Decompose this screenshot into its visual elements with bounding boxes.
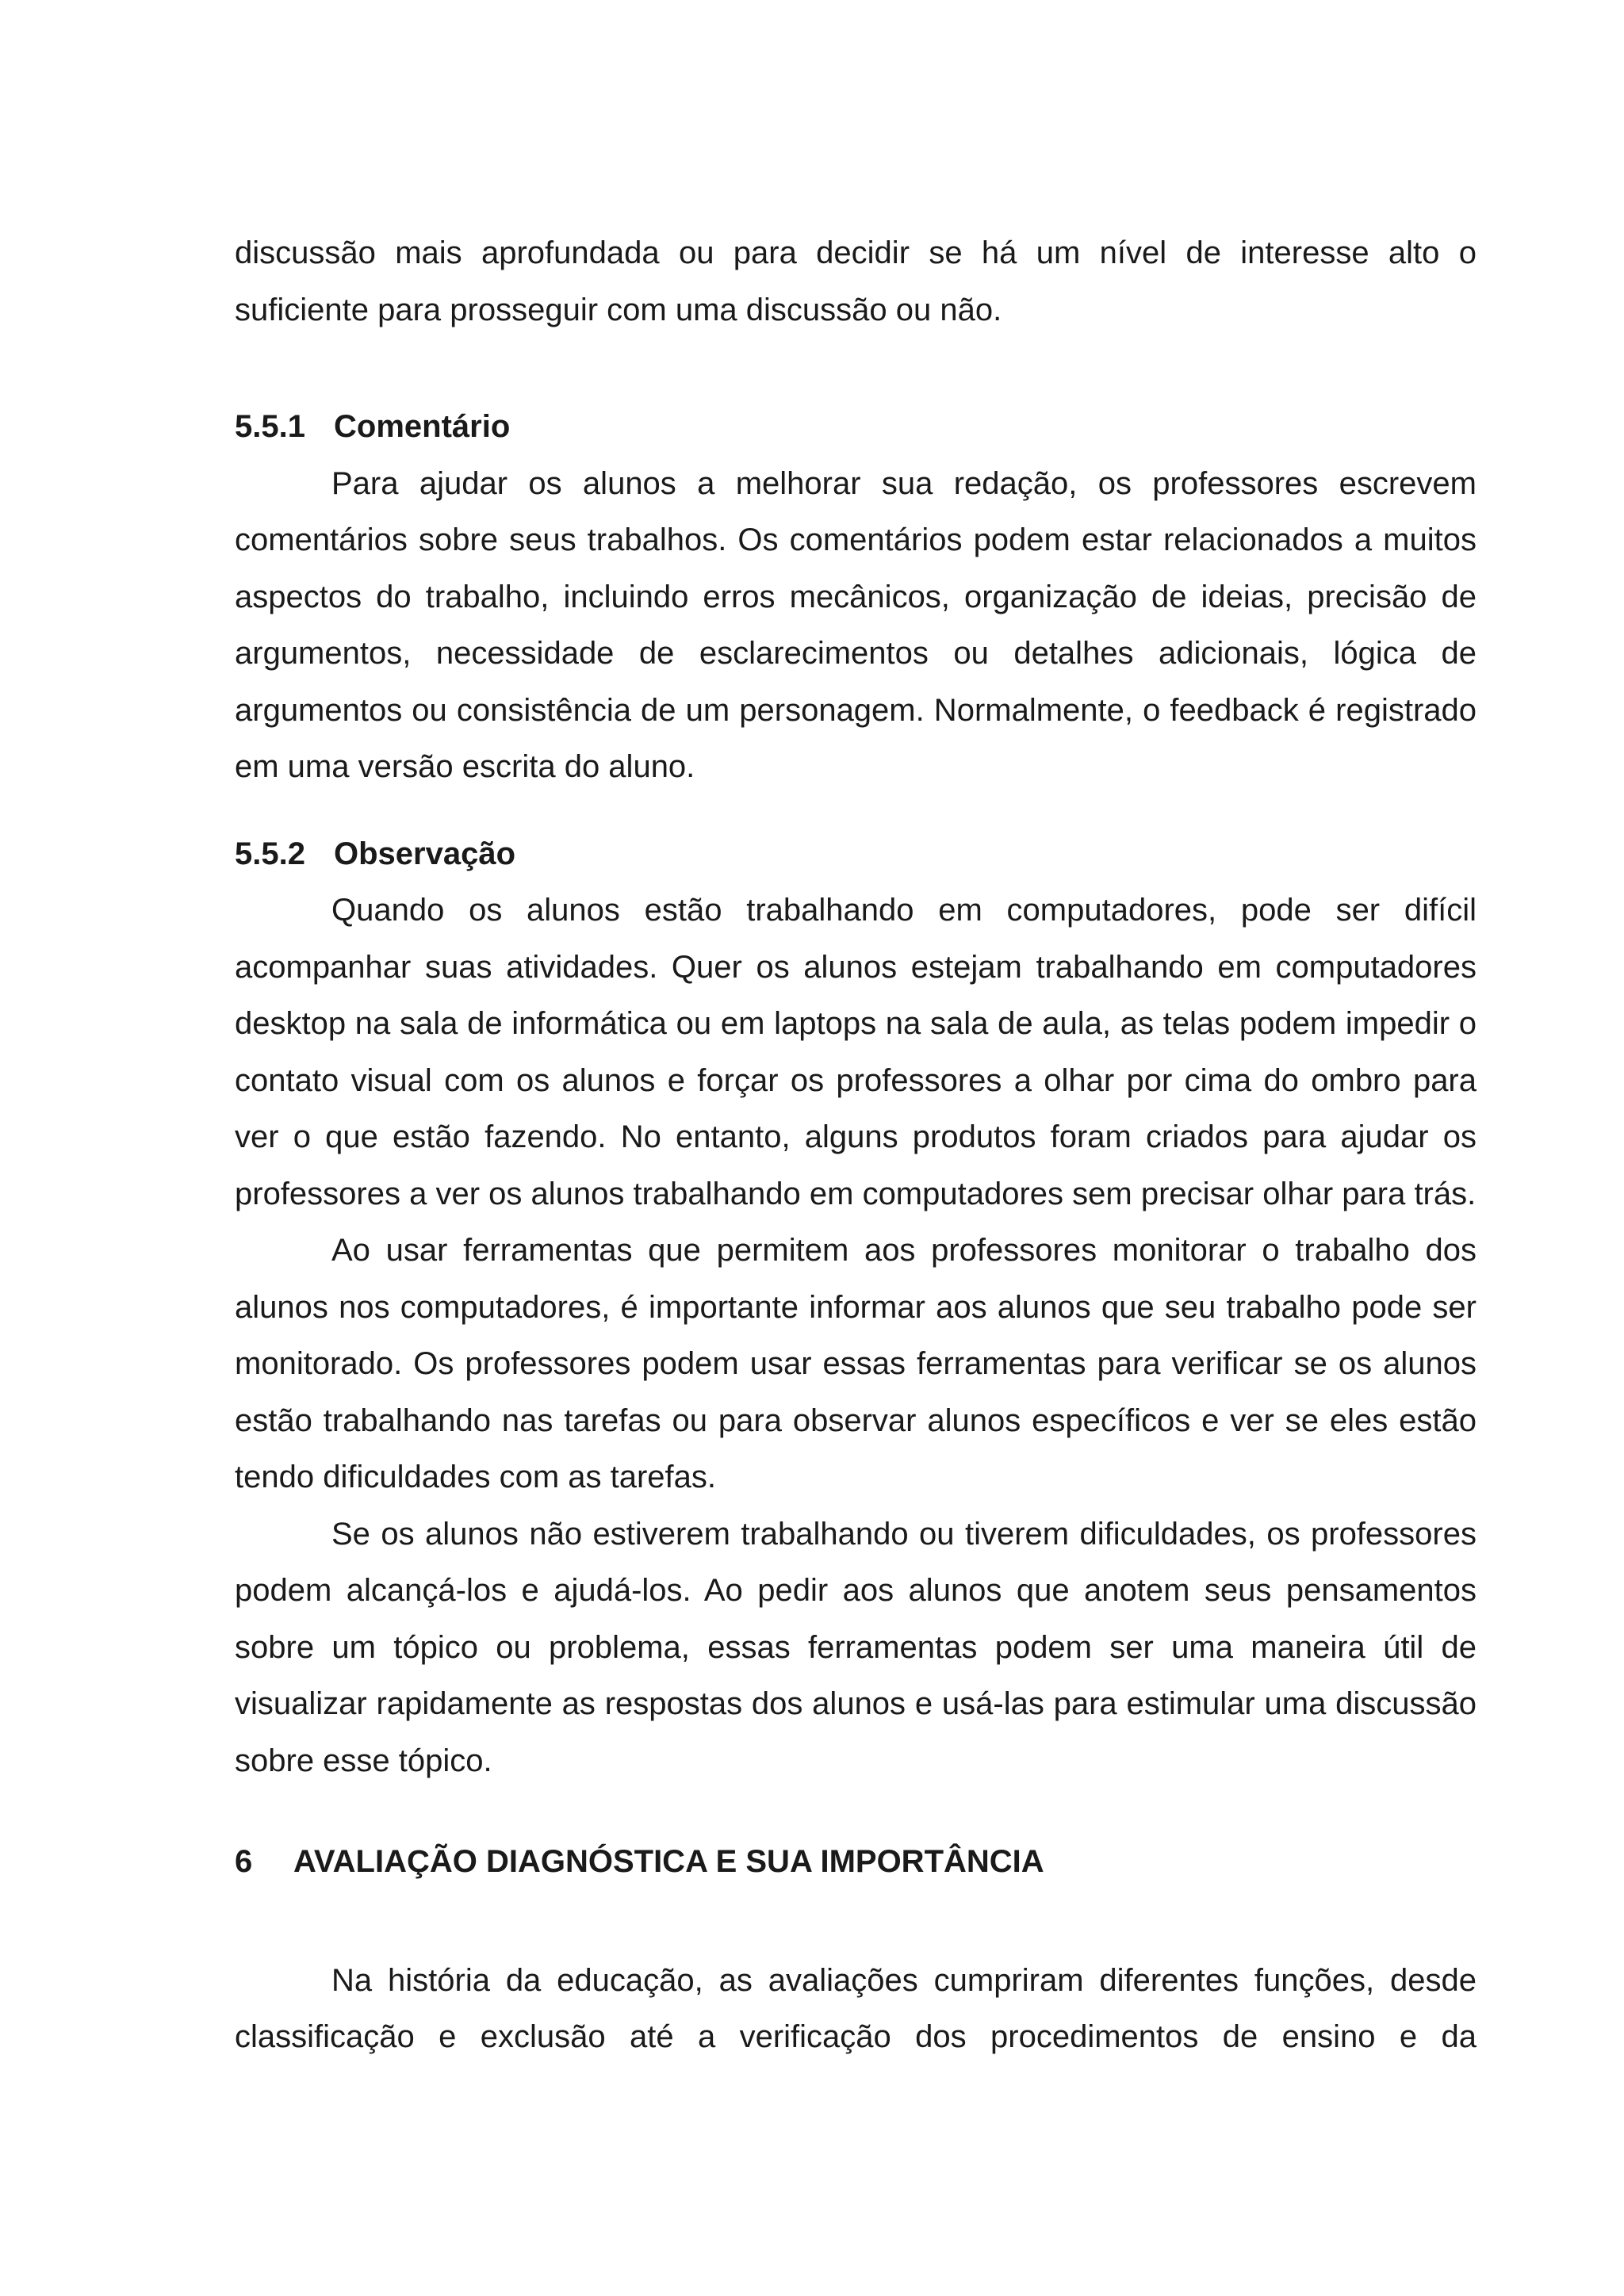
chapter-number: 6 — [235, 1844, 253, 1879]
section-number: 5.5.1 — [235, 409, 305, 444]
intro-paragraph: discussão mais aprofundada ou para decidir se há um nível de interesse alto o suficiente para prosseguir com uma discussão ou não. — [235, 235, 1477, 327]
section-5-5-1-paragraph-1: Para ajudar os alunos a melhorar sua redação, os professores escrevem comentários sobre seus trabalhos. Os comentários podem estar relacionados a muitos aspectos do trabalho, incluindo erros mecânicos, organização de ideias, precisão de argumentos, necessidade de esclarecimentos ou detalhes adicionais, lógica de argumentos ou consistência de um personagem. Normalmente, o feedback é registrado em uma versão escrita do aluno. — [235, 465, 1477, 784]
section-title: Observação — [334, 836, 516, 871]
section-5-5-2-paragraph-2: Ao usar ferramentas que permitem aos professores monitorar o trabalho dos alunos nos computadores, é importante informar aos alunos que seu trabalho pode ser monitorado. Os professores podem usar essas ferramentas para verificar se os alunos estão trabalhando nas tarefas ou para observar alunos específicos e ver se eles estão tendo dificuldades com as tarefas. — [235, 1233, 1477, 1494]
section-5-5-2-paragraph-1: Quando os alunos estão trabalhando em computadores, pode ser difícil acompanhar suas atividades. Quer os alunos estejam trabalhando em computadores desktop na sala de informática ou em laptops na sala de aula, as telas podem impedir o contato visual com os alunos e forçar os professores a olhar por cima do ombro para ver o que estão fazendo. No entanto, alguns produtos foram criados para ajudar os professores a ver os alunos trabalhando em computadores sem precisar olhar para trás. — [235, 893, 1477, 1211]
section-number: 5.5.2 — [235, 836, 305, 871]
chapter-title: AVALIAÇÃO DIAGNÓSTICA E SUA IMPORTÂNCIA — [293, 1844, 1044, 1879]
section-title: Comentário — [334, 409, 511, 444]
chapter-6-paragraph-1: Na história da educação, as avaliações cumpriram diferentes funções, desde classificação e exclusão até a verificação dos procedimentos de ensino e da — [235, 1962, 1477, 2054]
chapter-6-heading — [235, 1834, 1477, 1891]
section-5-5-2-heading — [235, 826, 1477, 883]
section-5-5-2-paragraph-3: Se os alunos não estiverem trabalhando ou tiverem dificuldades, os professores podem alcançá-los e ajudá-los. Ao pedir aos alunos que anotem seus pensamentos sobre um tópico ou problema, essas ferramentas podem ser uma maneira útil de visualizar rapidamente as respostas dos alunos e usá-las para estimular uma discussão sobre esse tópico. — [235, 1516, 1477, 1778]
section-5-5-1-heading — [235, 399, 1477, 456]
page-content — [235, 225, 1477, 2066]
